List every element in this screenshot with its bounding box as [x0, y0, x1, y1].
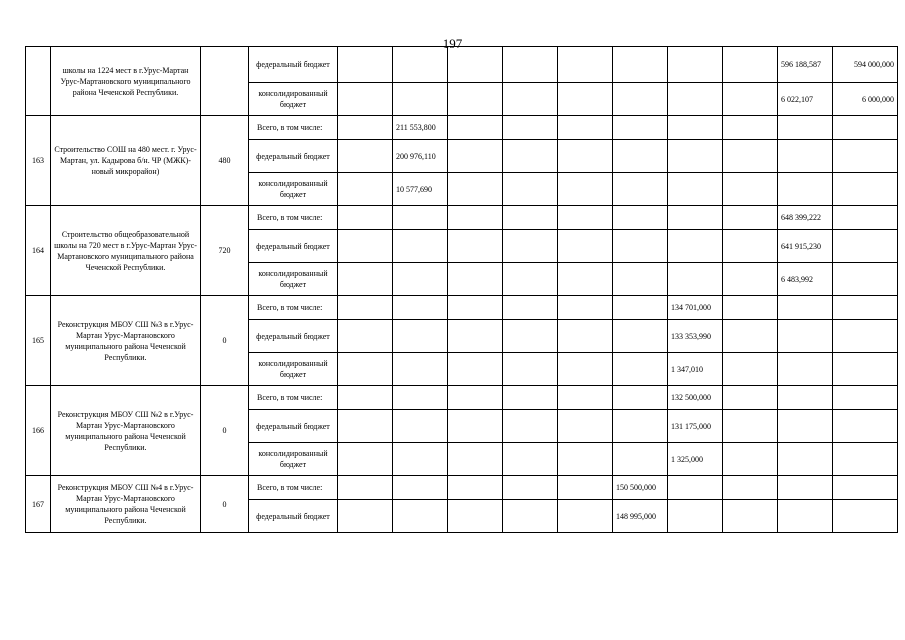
- source-consolidated: консолидированный бюджет: [249, 173, 338, 206]
- empty-cell: [833, 320, 898, 353]
- amount-cell: 133 353,990: [668, 320, 723, 353]
- empty-cell: [613, 353, 668, 386]
- capacity: 720: [201, 206, 249, 296]
- empty-cell: [723, 353, 778, 386]
- empty-cell: [778, 320, 833, 353]
- source-consolidated: консолидированный бюджет: [249, 83, 338, 116]
- empty-cell: [338, 410, 393, 443]
- empty-cell: [723, 206, 778, 230]
- empty-cell: [833, 296, 898, 320]
- empty-cell: [448, 443, 503, 476]
- empty-cell: [338, 83, 393, 116]
- empty-cell: [723, 296, 778, 320]
- empty-cell: [338, 443, 393, 476]
- empty-cell: [558, 140, 613, 173]
- empty-cell: [393, 443, 448, 476]
- empty-cell: [833, 476, 898, 500]
- object-name: Строительство общеобразовательной школы на 720 мест в г.Урус-Мартан Урус-Мартановского муниципального района Чеченской Республики.: [51, 206, 201, 296]
- empty-cell: [503, 320, 558, 353]
- row-number: 167: [26, 476, 51, 533]
- empty-cell: [558, 296, 613, 320]
- source-federal: федеральный бюджет: [249, 500, 338, 533]
- empty-cell: [393, 353, 448, 386]
- amount-cell: 594 000,000: [833, 47, 898, 83]
- amount-cell: 200 976,110: [393, 140, 448, 173]
- empty-cell: [558, 476, 613, 500]
- table-row: [26, 116, 898, 140]
- empty-cell: [448, 230, 503, 263]
- capacity: 0: [201, 296, 249, 386]
- empty-cell: [723, 500, 778, 533]
- amount-cell: 132 500,000: [668, 386, 723, 410]
- empty-cell: [833, 353, 898, 386]
- empty-cell: [723, 173, 778, 206]
- empty-cell: [778, 116, 833, 140]
- empty-cell: [448, 173, 503, 206]
- empty-cell: [833, 500, 898, 533]
- source-federal: федеральный бюджет: [249, 320, 338, 353]
- empty-cell: [613, 410, 668, 443]
- source-federal: федеральный бюджет: [249, 230, 338, 263]
- source-total: Всего, в том числе:: [249, 476, 338, 500]
- empty-cell: [448, 116, 503, 140]
- table-row: [26, 47, 898, 83]
- empty-cell: [723, 140, 778, 173]
- empty-cell: [503, 296, 558, 320]
- row-number: 164: [26, 206, 51, 296]
- empty-cell: [338, 476, 393, 500]
- empty-cell: [778, 410, 833, 443]
- empty-cell: [503, 206, 558, 230]
- empty-cell: [833, 230, 898, 263]
- empty-cell: [613, 230, 668, 263]
- empty-cell: [558, 47, 613, 83]
- source-total: Всего, в том числе:: [249, 206, 338, 230]
- empty-cell: [723, 386, 778, 410]
- source-federal: федеральный бюджет: [249, 410, 338, 443]
- empty-cell: [338, 47, 393, 83]
- table-row: [26, 296, 898, 320]
- empty-cell: [503, 116, 558, 140]
- empty-cell: [393, 386, 448, 410]
- empty-cell: [558, 320, 613, 353]
- source-total: Всего, в том числе:: [249, 116, 338, 140]
- empty-cell: [448, 47, 503, 83]
- empty-cell: [558, 83, 613, 116]
- empty-cell: [723, 263, 778, 296]
- empty-cell: [778, 476, 833, 500]
- source-total: Всего, в том числе:: [249, 386, 338, 410]
- empty-cell: [613, 83, 668, 116]
- empty-cell: [338, 263, 393, 296]
- empty-cell: [393, 500, 448, 533]
- empty-cell: [393, 410, 448, 443]
- empty-cell: [503, 173, 558, 206]
- amount-cell: 648 399,222: [778, 206, 833, 230]
- empty-cell: [723, 443, 778, 476]
- empty-cell: [503, 476, 558, 500]
- row-number: 163: [26, 116, 51, 206]
- empty-cell: [558, 386, 613, 410]
- empty-cell: [723, 320, 778, 353]
- empty-cell: [723, 116, 778, 140]
- amount-cell: 6 483,992: [778, 263, 833, 296]
- empty-cell: [503, 386, 558, 410]
- empty-cell: [613, 443, 668, 476]
- empty-cell: [833, 140, 898, 173]
- object-name: Строительство СОШ на 480 мест. г. Урус-Мартан, ул. Кадырова б/н. ЧР (МЖК)- новый микрорайон): [51, 116, 201, 206]
- empty-cell: [448, 206, 503, 230]
- empty-cell: [503, 47, 558, 83]
- empty-cell: [448, 500, 503, 533]
- empty-cell: [778, 443, 833, 476]
- table-body: [26, 47, 898, 533]
- amount-cell: 150 500,000: [613, 476, 668, 500]
- capacity: 0: [201, 386, 249, 476]
- amount-cell: 134 701,000: [668, 296, 723, 320]
- empty-cell: [503, 83, 558, 116]
- empty-cell: [613, 206, 668, 230]
- amount-cell: 6 000,000: [833, 83, 898, 116]
- source-consolidated: консолидированный бюджет: [249, 443, 338, 476]
- amount-cell: 10 577,690: [393, 173, 448, 206]
- empty-cell: [338, 140, 393, 173]
- empty-cell: [448, 263, 503, 296]
- object-name: Реконструкция МБОУ СШ №3 в г.Урус-Мартан Урус-Мартановского муниципального района Чеченской Республики.: [51, 296, 201, 386]
- source-federal: федеральный бюджет: [249, 47, 338, 83]
- capacity: 0: [201, 476, 249, 533]
- empty-cell: [613, 320, 668, 353]
- source-consolidated: консолидированный бюджет: [249, 353, 338, 386]
- empty-cell: [338, 230, 393, 263]
- empty-cell: [338, 173, 393, 206]
- empty-cell: [833, 443, 898, 476]
- funding-table: [25, 46, 898, 533]
- empty-cell: [448, 83, 503, 116]
- empty-cell: [668, 206, 723, 230]
- empty-cell: [668, 116, 723, 140]
- empty-cell: [668, 47, 723, 83]
- table-row: [26, 206, 898, 230]
- empty-cell: [613, 296, 668, 320]
- empty-cell: [558, 173, 613, 206]
- amount-cell: 6 022,107: [778, 83, 833, 116]
- empty-cell: [778, 140, 833, 173]
- empty-cell: [338, 320, 393, 353]
- empty-cell: [833, 410, 898, 443]
- amount-cell: 1 325,000: [668, 443, 723, 476]
- empty-cell: [448, 386, 503, 410]
- empty-cell: [613, 386, 668, 410]
- empty-cell: [393, 47, 448, 83]
- empty-cell: [393, 320, 448, 353]
- empty-cell: [558, 116, 613, 140]
- empty-cell: [723, 476, 778, 500]
- empty-cell: [723, 47, 778, 83]
- empty-cell: [503, 230, 558, 263]
- empty-cell: [558, 206, 613, 230]
- empty-cell: [503, 443, 558, 476]
- row-number-cell: [26, 47, 51, 116]
- empty-cell: [613, 140, 668, 173]
- empty-cell: [668, 83, 723, 116]
- row-number: 166: [26, 386, 51, 476]
- capacity-cell: [201, 47, 249, 116]
- empty-cell: [613, 173, 668, 206]
- amount-cell: 211 553,800: [393, 116, 448, 140]
- empty-cell: [778, 386, 833, 410]
- empty-cell: [338, 353, 393, 386]
- amount-cell: 596 188,587: [778, 47, 833, 83]
- empty-cell: [558, 230, 613, 263]
- amount-cell: 148 995,000: [613, 500, 668, 533]
- empty-cell: [613, 263, 668, 296]
- source-consolidated: консолидированный бюджет: [249, 263, 338, 296]
- empty-cell: [393, 230, 448, 263]
- empty-cell: [723, 83, 778, 116]
- empty-cell: [448, 140, 503, 173]
- empty-cell: [778, 353, 833, 386]
- empty-cell: [558, 263, 613, 296]
- empty-cell: [338, 296, 393, 320]
- empty-cell: [558, 500, 613, 533]
- object-name: Реконструкция МБОУ СШ №2 в г.Урус-Мартан Урус-Мартановского муниципального района Чеченской Республики.: [51, 386, 201, 476]
- empty-cell: [613, 47, 668, 83]
- empty-cell: [393, 206, 448, 230]
- empty-cell: [613, 116, 668, 140]
- empty-cell: [833, 206, 898, 230]
- empty-cell: [833, 173, 898, 206]
- empty-cell: [393, 476, 448, 500]
- empty-cell: [338, 386, 393, 410]
- empty-cell: [558, 353, 613, 386]
- empty-cell: [833, 263, 898, 296]
- empty-cell: [393, 263, 448, 296]
- empty-cell: [448, 296, 503, 320]
- empty-cell: [558, 410, 613, 443]
- empty-cell: [338, 500, 393, 533]
- amount-cell: 1 347,010: [668, 353, 723, 386]
- source-total: Всего, в том числе:: [249, 296, 338, 320]
- empty-cell: [668, 476, 723, 500]
- empty-cell: [448, 410, 503, 443]
- amount-cell: 131 175,000: [668, 410, 723, 443]
- empty-cell: [503, 410, 558, 443]
- empty-cell: [668, 500, 723, 533]
- empty-cell: [833, 386, 898, 410]
- empty-cell: [668, 263, 723, 296]
- empty-cell: [833, 116, 898, 140]
- table-row: [26, 476, 898, 500]
- empty-cell: [338, 206, 393, 230]
- empty-cell: [393, 296, 448, 320]
- empty-cell: [778, 173, 833, 206]
- table-row: [26, 386, 898, 410]
- empty-cell: [778, 296, 833, 320]
- page-number: 197: [442, 36, 463, 51]
- empty-cell: [723, 410, 778, 443]
- empty-cell: [503, 353, 558, 386]
- empty-cell: [448, 353, 503, 386]
- empty-cell: [393, 83, 448, 116]
- empty-cell: [558, 443, 613, 476]
- empty-cell: [503, 263, 558, 296]
- amount-cell: 641 915,230: [778, 230, 833, 263]
- empty-cell: [503, 140, 558, 173]
- row-number: 165: [26, 296, 51, 386]
- empty-cell: [778, 500, 833, 533]
- empty-cell: [448, 476, 503, 500]
- empty-cell: [668, 140, 723, 173]
- empty-cell: [503, 500, 558, 533]
- empty-cell: [668, 173, 723, 206]
- empty-cell: [668, 230, 723, 263]
- object-name: Реконструкция МБОУ СШ №4 в г.Урус-Мартан Урус-Мартановского муниципального района Чеченской Республики.: [51, 476, 201, 533]
- source-federal: федеральный бюджет: [249, 140, 338, 173]
- object-name: школы на 1224 мест в г.Урус-Мартан Урус-Мартановского муниципального района Чеченской Республики.: [51, 47, 201, 116]
- capacity: 480: [201, 116, 249, 206]
- empty-cell: [448, 320, 503, 353]
- empty-cell: [338, 116, 393, 140]
- empty-cell: [723, 230, 778, 263]
